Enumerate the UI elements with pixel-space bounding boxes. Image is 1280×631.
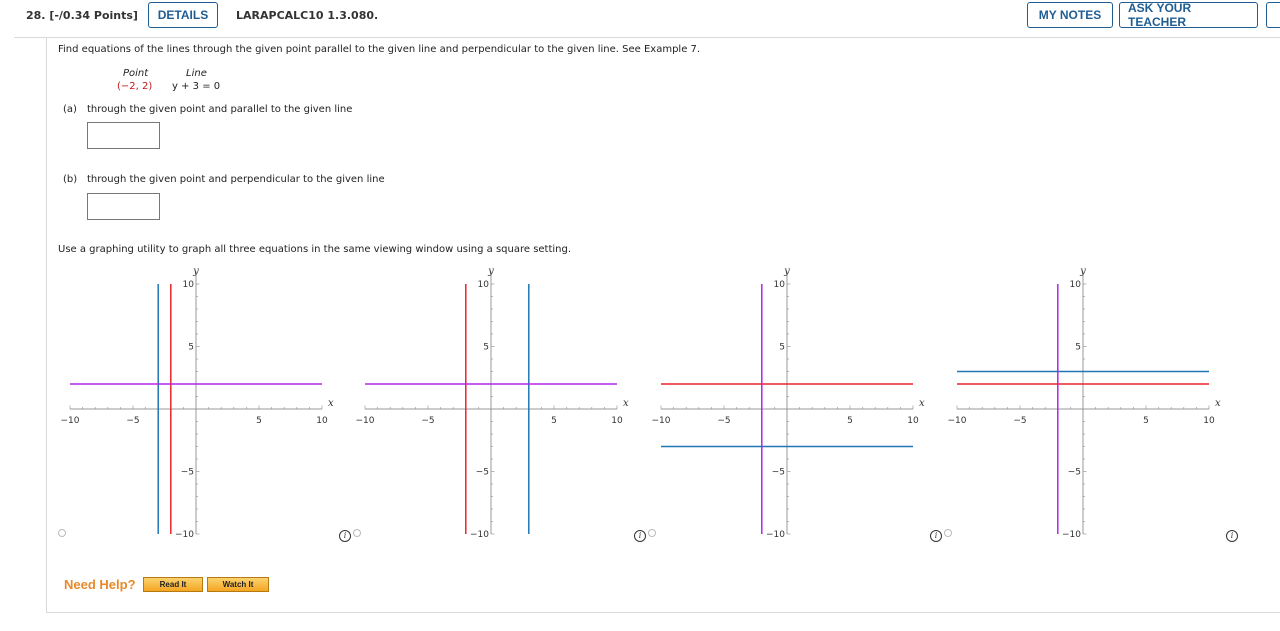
details-button[interactable]: DETAILS [148, 2, 218, 28]
x-tick-label: 10 [907, 416, 919, 426]
y-tick-label: 5 [779, 342, 785, 353]
x-tick-label: 10 [611, 416, 623, 426]
ask-teacher-button[interactable]: ASK YOUR TEACHER [1119, 2, 1258, 28]
graph-4 [948, 266, 1222, 540]
y-tick-label: 5 [483, 342, 489, 353]
radio-option-3[interactable] [648, 529, 656, 537]
graphs-svg [0, 258, 1280, 548]
graph-3 [652, 266, 926, 540]
x-tick-label: −5 [1013, 416, 1027, 426]
more-button[interactable] [1266, 2, 1280, 28]
y-tick-label: −10 [470, 530, 489, 540]
x-tick-label: 10 [316, 416, 328, 426]
part-b-label: (b) [63, 174, 78, 185]
part-b-answer-input[interactable] [87, 193, 160, 220]
x-tick-label: 10 [1203, 416, 1215, 426]
y-tick-label: 10 [773, 280, 785, 290]
graph-1 [61, 266, 335, 540]
x-tick-label: 5 [551, 416, 557, 426]
y-tick-label: −5 [771, 467, 785, 478]
x-axis-label: x [919, 398, 925, 409]
x-tick-label: 5 [1143, 416, 1149, 426]
x-tick-label: −5 [126, 416, 140, 426]
x-axis-label: x [1215, 398, 1221, 409]
point-header: Point [123, 68, 149, 79]
graph-options [0, 258, 1280, 548]
x-tick-label: −10 [651, 416, 671, 426]
y-tick-label: −10 [766, 530, 785, 540]
part-a-answer-input[interactable] [87, 122, 160, 149]
y-tick-label: −10 [1062, 530, 1081, 540]
radio-option-4[interactable] [944, 529, 952, 537]
y-tick-label: 10 [1069, 280, 1081, 290]
y-tick-label: −5 [475, 467, 489, 478]
my-notes-button[interactable]: MY NOTES [1027, 2, 1113, 28]
x-tick-label: −5 [717, 416, 731, 426]
x-tick-label: 5 [256, 416, 262, 426]
x-tick-label: −10 [355, 416, 375, 426]
question-header [14, 0, 1280, 38]
info-icon[interactable]: i [1226, 530, 1238, 542]
part-a-label: (a) [63, 104, 77, 115]
radio-option-1[interactable] [58, 529, 66, 537]
need-help-label: Need Help? [64, 577, 136, 592]
x-tick-label: −10 [947, 416, 967, 426]
graph-instruction: Use a graphing utility to graph all three equations in the same viewing window using a square setting. [58, 244, 572, 255]
radio-option-2[interactable] [353, 529, 361, 537]
y-axis-label: y [1080, 266, 1086, 277]
y-tick-label: 10 [477, 280, 489, 290]
info-icon[interactable]: i [339, 530, 351, 542]
given-line: y + 3 = 0 [172, 81, 221, 92]
x-tick-label: −5 [421, 416, 435, 426]
y-tick-label: 5 [188, 342, 194, 353]
question-prompt: Find equations of the lines through the given point parallel to the given line and perpendicular to the given line. See Example 7. [58, 44, 701, 55]
watch-it-button[interactable]: Watch It [207, 577, 269, 592]
line-header: Line [186, 68, 207, 79]
graph-2 [356, 266, 630, 540]
x-axis-label: x [328, 398, 334, 409]
y-tick-label: −5 [180, 467, 194, 478]
question-number: 28. [-/0.34 Points] [26, 9, 138, 22]
problem-code: LARAPCALC10 1.3.080. [236, 9, 379, 22]
part-b-text: through the given point and perpendicular to the given line [87, 174, 385, 185]
part-a-text: through the given point and parallel to the given line [87, 104, 353, 115]
y-tick-label: 5 [1075, 342, 1081, 353]
read-it-button[interactable]: Read It [143, 577, 203, 592]
info-icon[interactable]: i [634, 530, 646, 542]
y-axis-label: y [488, 266, 494, 277]
y-axis-label: y [193, 266, 199, 277]
y-tick-label: −10 [175, 530, 194, 540]
x-tick-label: −10 [60, 416, 80, 426]
x-axis-label: x [623, 398, 629, 409]
x-tick-label: 5 [847, 416, 853, 426]
y-tick-label: −5 [1067, 467, 1081, 478]
y-tick-label: 10 [182, 280, 194, 290]
given-point: (−2, 2) [117, 81, 153, 92]
info-icon[interactable]: i [930, 530, 942, 542]
y-axis-label: y [784, 266, 790, 277]
